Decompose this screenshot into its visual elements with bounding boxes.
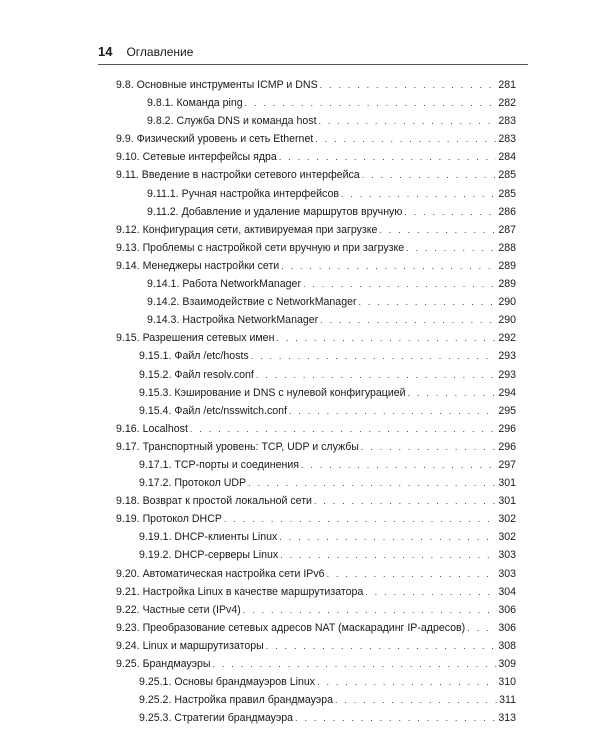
toc-dot-leader bbox=[319, 116, 497, 126]
toc-entry bbox=[116, 423, 516, 441]
toc-entry-number: 9.19. bbox=[116, 513, 140, 526]
toc-entry-number: 9.8.1. bbox=[147, 97, 174, 110]
toc-entry-number: 9.11.1. bbox=[147, 187, 179, 200]
toc-entry-title: Служба DNS и команда host bbox=[176, 115, 317, 128]
toc-entry bbox=[116, 188, 516, 206]
toc-entry bbox=[116, 296, 516, 314]
toc-dot-leader bbox=[303, 279, 496, 289]
toc-dot-leader bbox=[256, 370, 496, 380]
toc-entry-page: 295 bbox=[498, 404, 516, 417]
toc-entry bbox=[116, 477, 516, 495]
toc-entry-page: 310 bbox=[498, 676, 516, 689]
toc-entry-number: 9.8. bbox=[116, 79, 134, 91]
toc-dot-leader bbox=[335, 695, 497, 705]
toc-dot-leader bbox=[243, 605, 497, 615]
toc-entry-title: TCP-порты и соединения bbox=[174, 458, 299, 471]
toc-entry-number: 9.14. bbox=[116, 259, 140, 272]
toc-entry-number: 9.8.2. bbox=[147, 115, 174, 128]
toc-dot-leader bbox=[379, 225, 496, 235]
toc-entry-number: 9.25.2. bbox=[139, 694, 172, 707]
toc-entry bbox=[116, 694, 516, 712]
toc-entry bbox=[116, 513, 516, 531]
toc-dot-leader bbox=[361, 442, 496, 452]
toc-entry bbox=[116, 133, 516, 151]
toc-entry-number: 9.24. bbox=[116, 639, 140, 652]
toc-entry bbox=[116, 387, 516, 405]
toc-dot-leader bbox=[281, 261, 496, 271]
toc-entry bbox=[116, 169, 516, 187]
toc-entry-title: Работа NetworkManager bbox=[182, 278, 301, 291]
toc-entry-title: Настройка NetworkManager bbox=[182, 314, 319, 327]
toc-entry-page: 288 bbox=[498, 241, 516, 254]
toc-entry-title: Кэширование и DNS с нулевой конфигурацией bbox=[174, 386, 406, 399]
toc-dot-leader bbox=[280, 550, 496, 560]
page-header bbox=[98, 44, 528, 60]
toc-entry-number: 9.13. bbox=[116, 241, 140, 254]
toc-entry bbox=[116, 586, 516, 604]
header-rule bbox=[98, 64, 528, 65]
toc-entry-page: 283 bbox=[498, 115, 516, 128]
toc-entry-title: Преобразование сетевых адресов NAT (маскарадинг IP-адресов) bbox=[142, 621, 466, 634]
toc-entry-number: 9.18. bbox=[116, 495, 140, 508]
toc-entry-number: 9.21. bbox=[116, 585, 140, 598]
toc-entry-page: 292 bbox=[498, 332, 516, 345]
toc-entry bbox=[116, 151, 516, 169]
toc-dot-leader bbox=[317, 677, 496, 687]
toc-entry bbox=[116, 622, 516, 640]
toc-entry-title: Файл resolv.conf bbox=[174, 368, 254, 381]
toc-entry-page: 303 bbox=[498, 549, 516, 562]
toc-entry-title: Протокол UDP bbox=[174, 477, 247, 490]
toc-entry-page: 304 bbox=[498, 585, 516, 598]
toc-entry-page: 294 bbox=[498, 386, 516, 399]
toc-entry bbox=[116, 712, 516, 730]
page-number: 14 bbox=[98, 44, 113, 59]
toc-entry-number: 9.15.4. bbox=[139, 404, 172, 417]
toc-entry bbox=[116, 206, 516, 224]
toc-entry-title: Транспортный уровень: TCP, UDP и службы bbox=[142, 440, 359, 453]
toc-entry-title: Менеджеры настройки сети bbox=[142, 259, 280, 272]
toc-entry bbox=[116, 459, 516, 477]
toc-dot-leader bbox=[327, 569, 497, 579]
toc-dot-leader bbox=[406, 243, 496, 253]
table-of-contents bbox=[116, 79, 516, 730]
toc-entry-title: Проблемы с настройкой сети вручную и при загрузке bbox=[142, 241, 405, 254]
toc-entry-page: 303 bbox=[498, 567, 516, 580]
toc-entry-page: 289 bbox=[498, 278, 516, 291]
toc-entry-number: 9.25.1. bbox=[139, 676, 172, 689]
toc-entry-number: 9.20. bbox=[116, 567, 140, 580]
toc-entry bbox=[116, 549, 516, 567]
toc-entry-number: 9.16. bbox=[116, 422, 140, 435]
toc-entry bbox=[116, 97, 516, 115]
toc-entry-number: 9.15.2. bbox=[139, 368, 172, 381]
toc-entry-number: 9.22. bbox=[116, 603, 140, 616]
toc-entry-number: 9.19.1. bbox=[139, 531, 172, 544]
toc-entry-page: 311 bbox=[499, 694, 516, 707]
toc-entry-title: Linux и маршрутизаторы bbox=[142, 639, 264, 652]
toc-entry-title: Настройка Linux в качестве маршрутизатора bbox=[142, 585, 364, 598]
toc-entry bbox=[116, 495, 516, 513]
toc-dot-leader bbox=[315, 134, 496, 144]
toc-entry-page: 286 bbox=[498, 205, 516, 218]
toc-entry-number: 9.12. bbox=[116, 223, 140, 236]
toc-entry-page: 308 bbox=[498, 639, 516, 652]
toc-dot-leader bbox=[314, 496, 496, 506]
toc-entry bbox=[116, 332, 516, 350]
toc-entry-number: 9.17.2. bbox=[139, 477, 172, 490]
toc-entry-number: 9.19.2. bbox=[139, 549, 172, 562]
toc-entry bbox=[116, 531, 516, 549]
toc-entry bbox=[116, 405, 516, 423]
toc-entry bbox=[116, 224, 516, 242]
toc-entry-number: 9.14.2. bbox=[147, 296, 180, 309]
toc-entry-page: 301 bbox=[498, 495, 516, 508]
toc-entry-page: 306 bbox=[498, 603, 516, 616]
toc-dot-leader bbox=[248, 478, 496, 488]
toc-dot-leader bbox=[362, 170, 497, 180]
toc-entry bbox=[116, 568, 516, 586]
toc-entry-page: 296 bbox=[498, 440, 516, 453]
toc-entry-page: 302 bbox=[498, 531, 516, 544]
toc-entry-page: 290 bbox=[498, 296, 516, 309]
toc-entry-number: 9.14.1. bbox=[147, 278, 180, 291]
toc-entry bbox=[116, 115, 516, 133]
toc-entry bbox=[116, 441, 516, 459]
toc-dot-leader bbox=[276, 333, 496, 343]
toc-dot-leader bbox=[320, 80, 497, 90]
toc-dot-leader bbox=[295, 713, 496, 723]
toc-dot-leader bbox=[341, 189, 496, 199]
toc-entry-page: 296 bbox=[498, 422, 516, 435]
toc-dot-leader bbox=[190, 424, 496, 434]
toc-entry-number: 9.15. bbox=[116, 332, 140, 345]
toc-dot-leader bbox=[359, 297, 497, 307]
toc-entry bbox=[116, 604, 516, 622]
toc-entry bbox=[116, 314, 516, 332]
toc-entry bbox=[116, 640, 516, 658]
toc-entry-number: 9.9. bbox=[116, 133, 134, 146]
toc-entry-title: Ручная настройка интерфейсов bbox=[181, 187, 339, 200]
toc-dot-leader bbox=[212, 659, 496, 669]
toc-dot-leader bbox=[279, 152, 496, 162]
toc-entry-title: Введение в настройки сетевого интерфейса bbox=[141, 169, 360, 182]
toc-entry-title: Возврат к простой локальной сети bbox=[142, 495, 312, 508]
toc-entry-title: Добавление и удаление маршрутов вручную bbox=[181, 205, 403, 218]
toc-entry-title: DHCP-клиенты Linux bbox=[174, 531, 278, 544]
toc-entry-number: 9.11. bbox=[116, 169, 139, 182]
toc-entry bbox=[116, 658, 516, 676]
toc-entry-title: Физический уровень и сеть Ethernet bbox=[136, 133, 314, 146]
toc-entry-title: Команда ping bbox=[176, 97, 243, 110]
toc-entry-number: 9.17. bbox=[116, 440, 140, 453]
toc-entry bbox=[116, 278, 516, 296]
toc-entry-page: 283 bbox=[498, 133, 516, 146]
toc-entry bbox=[116, 260, 516, 278]
toc-entry-title: Конфигурация сети, активируемая при загрузке bbox=[142, 223, 378, 236]
toc-entry-title: Файл /etc/hosts bbox=[174, 350, 249, 363]
toc-dot-leader bbox=[251, 351, 497, 361]
toc-entry-page: 313 bbox=[498, 712, 516, 725]
toc-dot-leader bbox=[365, 587, 496, 597]
toc-entry-page: 293 bbox=[498, 350, 516, 363]
toc-dot-leader bbox=[279, 532, 496, 542]
toc-entry bbox=[116, 242, 516, 260]
toc-entry-page: 289 bbox=[498, 259, 516, 272]
toc-entry-page: 309 bbox=[498, 658, 516, 670]
toc-dot-leader bbox=[289, 406, 496, 416]
running-title: Оглавление bbox=[126, 45, 194, 59]
toc-entry-page: 293 bbox=[498, 368, 516, 381]
toc-entry-title: Файл /etc/nsswitch.conf bbox=[174, 404, 288, 417]
toc-entry-page: 281 bbox=[498, 79, 516, 91]
toc-entry-number: 9.25. bbox=[116, 658, 140, 670]
toc-entry-number: 9.15.1. bbox=[139, 350, 172, 363]
toc-dot-leader bbox=[408, 388, 497, 398]
toc-entry-title: Взаимодействие с NetworkManager bbox=[182, 296, 357, 309]
toc-entry-title: Основные инструменты ICMP и DNS bbox=[136, 79, 318, 91]
toc-entry-page: 284 bbox=[498, 151, 516, 164]
toc-dot-leader bbox=[301, 460, 496, 470]
toc-entry bbox=[116, 676, 516, 694]
toc-entry-page: 306 bbox=[498, 621, 516, 634]
toc-entry-number: 9.17.1. bbox=[139, 458, 172, 471]
toc-entry bbox=[116, 350, 516, 368]
toc-entry-number: 9.25.3. bbox=[139, 712, 172, 725]
toc-entry-number: 9.23. bbox=[116, 621, 140, 634]
toc-dot-leader bbox=[467, 623, 496, 633]
toc-entry-title: Сетевые интерфейсы ядра bbox=[142, 151, 277, 164]
toc-dot-leader bbox=[404, 207, 496, 217]
toc-entry bbox=[116, 369, 516, 387]
toc-entry-title: Протокол DHCP bbox=[142, 513, 222, 526]
toc-entry-page: 297 bbox=[498, 458, 516, 471]
toc-entry-title: Настройка правил брандмауэра bbox=[174, 694, 333, 707]
toc-entry-page: 282 bbox=[498, 97, 516, 110]
toc-entry-page: 290 bbox=[498, 314, 516, 327]
toc-entry-title: Автоматическая настройка сети IPv6 bbox=[142, 567, 325, 580]
toc-dot-leader bbox=[320, 315, 496, 325]
toc-entry-title: Брандмауэры bbox=[142, 658, 211, 670]
toc-dot-leader bbox=[245, 98, 497, 108]
toc-entry bbox=[116, 79, 516, 97]
toc-entry-page: 302 bbox=[498, 513, 516, 526]
toc-entry-title: Localhost bbox=[142, 422, 188, 435]
toc-entry-page: 285 bbox=[498, 187, 516, 200]
toc-entry-title: DHCP-серверы Linux bbox=[174, 549, 279, 562]
toc-entry-number: 9.11.2. bbox=[147, 205, 179, 218]
toc-entry-title: Основы брандмауэров Linux bbox=[174, 676, 316, 689]
toc-entry-page: 285 bbox=[498, 169, 516, 182]
toc-entry-title: Частные сети (IPv4) bbox=[142, 603, 241, 616]
toc-entry-page: 287 bbox=[498, 223, 516, 236]
toc-entry-number: 9.10. bbox=[116, 151, 140, 164]
toc-entry-number: 9.14.3. bbox=[147, 314, 180, 327]
toc-entry-page: 301 bbox=[498, 477, 516, 490]
toc-entry-title: Разрешения сетевых имен bbox=[142, 332, 275, 345]
toc-dot-leader bbox=[266, 641, 497, 651]
toc-entry-number: 9.15.3. bbox=[139, 386, 172, 399]
toc-entry-title: Стратегии брандмауэра bbox=[174, 712, 294, 725]
toc-dot-leader bbox=[224, 514, 496, 524]
